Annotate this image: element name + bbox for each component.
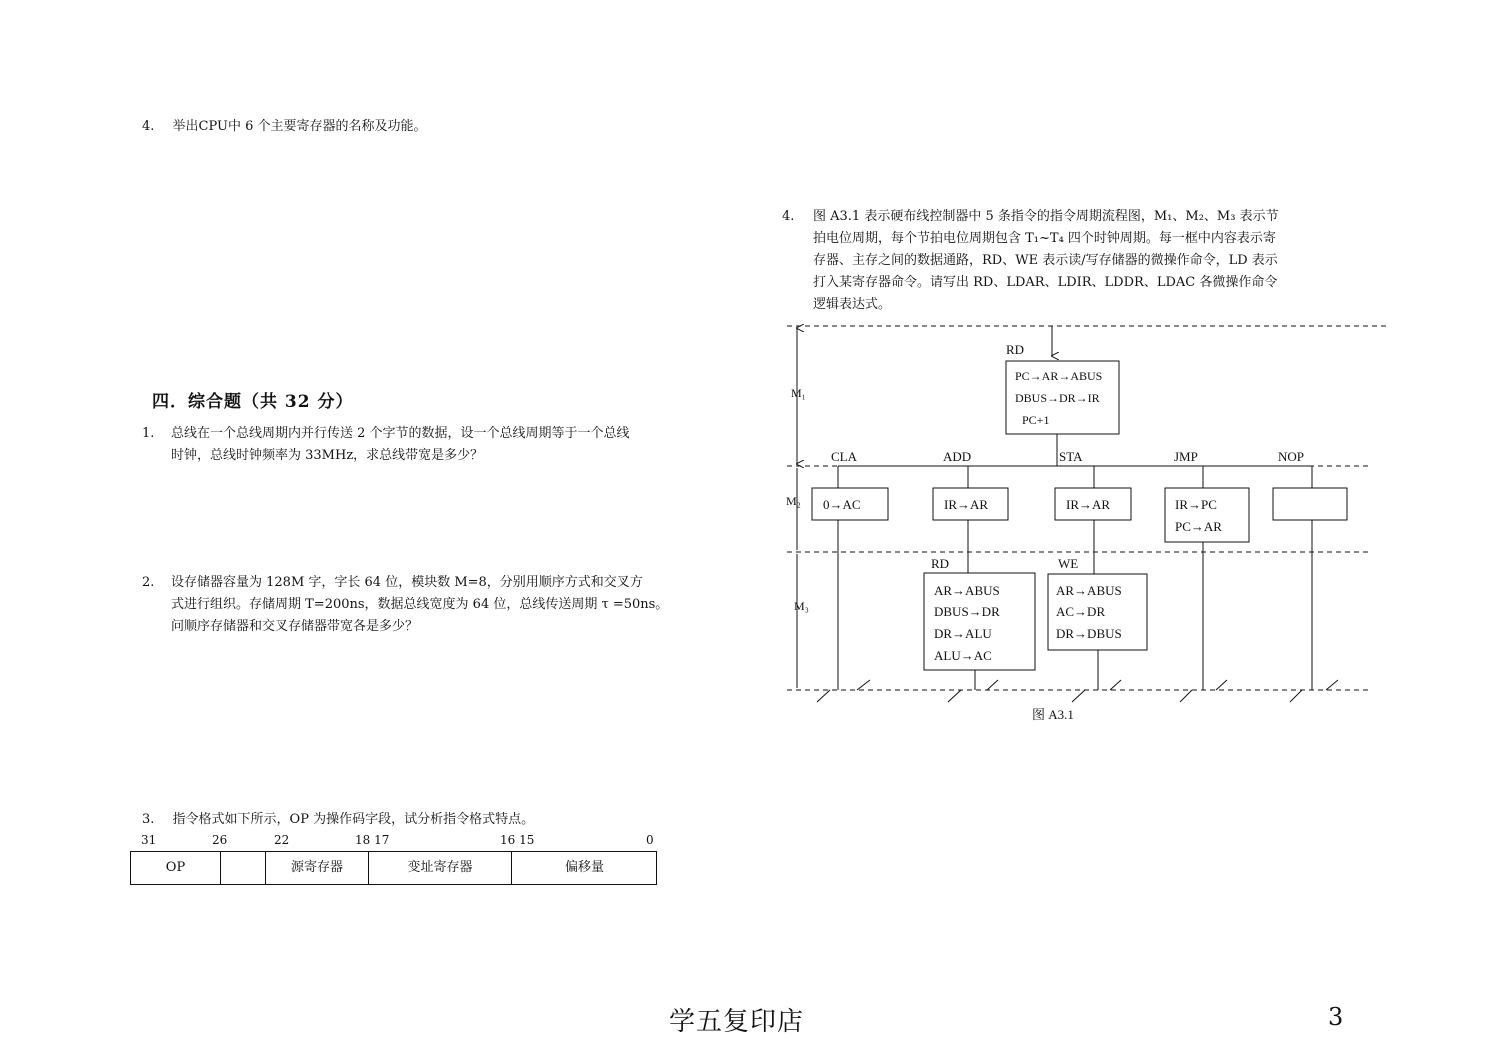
question-text-line: 存器、主存之间的数据通路，RD、WE 表示读/写存储器的微操作命令，LD 表示 [813,253,1278,268]
field-offset: 偏移量 [511,852,657,884]
fetch-line: PC→AR→ABUS [1015,369,1103,383]
field-source-register: 源寄存器 [265,852,368,884]
m3-box-text: AC→DR [1056,604,1106,619]
return-tick [1290,690,1302,702]
field-index-register: 变址寄存器 [368,852,511,884]
m2-box-text: IR→AR [1066,497,1111,512]
return-tick [987,680,998,690]
m2-box-text: IR→AR [944,497,989,512]
return-tick [857,680,870,690]
question-text-line: 问顺序存储器和交叉存储器带宽各是多少？ [171,619,419,634]
question-text-line: 逻辑表达式。 [813,297,892,312]
return-tick [948,690,961,702]
m2-box-nop [1273,488,1347,520]
section-title: 四．综合题（共 32 分） [152,392,354,412]
m3-box-text: AR→ABUS [1056,583,1122,598]
instruction-label-nop: NOP [1278,449,1305,464]
return-tick [817,690,830,702]
bit-label: 31 [141,833,157,847]
bit-label: 0 [646,833,654,847]
fetch-rd-label: RD [1006,342,1025,357]
return-tick [1216,680,1227,690]
question-number: 3. [142,812,155,827]
return-tick [1110,680,1121,690]
m3-box-text: AR→ABUS [934,583,1000,598]
question-text-line: 总线在一个总线周期内并行传送 2 个字节的数据，设一个总线周期等于一个总线 [171,426,630,441]
figure-caption: 图 A3.1 [1032,707,1074,722]
m2-box-text: IR→PC [1175,497,1217,512]
question-text-line: 拍电位周期，每个节拍电位周期包含 T₁~T₄ 四个时钟周期。每一框中内容表示寄 [813,231,1276,246]
bit-label: 16 15 [500,833,535,847]
m3-box-text: DBUS→DR [934,604,1000,619]
m2-box-text: PC→AR [1175,519,1222,534]
field-op: OP [165,860,186,875]
footer-shop-stamp: 学五复印店 [669,1007,805,1037]
instruction-label-sta: STA [1059,449,1083,464]
m3-box-text: DR→ALU [934,626,992,641]
page-number: 3 [1328,1003,1344,1031]
bit-label: 22 [274,833,290,847]
m3-rd-label: RD [931,556,950,571]
return-tick [1326,680,1338,690]
bit-label: 26 [212,833,228,847]
question-text-line: 时钟，总线时钟频率为 33MHz，求总线带宽是多少？ [171,448,484,463]
question-text: 指令格式如下所示，OP 为操作码字段，试分析指令格式特点。 [172,812,535,827]
phase-label-m3: M₃ [794,599,809,613]
return-tick [1072,690,1085,702]
m3-box-text: ALU→AC [934,648,992,663]
instruction-label-cla: CLA [831,449,857,464]
question-number: 4. [142,119,155,134]
m3-we-label: WE [1058,556,1079,571]
question-text-line: 打入某寄存器命令。请写出 RD、LDAR、LDIR、LDDR、LDAC 各微操作命令 [813,275,1278,290]
question-number: 2. [142,575,155,590]
fetch-line: DBUS→DR→IR [1015,391,1100,405]
fetch-line: PC+1 [1022,413,1050,427]
question-text-line: 式进行组织。存储周期 T=200ns，数据总线宽度为 64 位，总线传送周期 τ =50ns。 [171,597,669,612]
question-number: 4. [782,209,795,224]
instruction-label-add: ADD [943,449,972,464]
m2-box-text: 0→AC [823,497,861,512]
phase-label-m1: M₁ [791,386,806,400]
question-text: 举出CPU中 6 个主要寄存器的名称及功能。 [172,119,427,134]
phase-label-m2: M₂ [786,494,801,508]
m3-box-text: DR→DBUS [1056,626,1122,641]
question-number: 1. [142,426,155,441]
return-ticks [817,680,1338,702]
instruction-label-jmp: JMP [1174,449,1198,464]
bit-label: 18 17 [355,833,390,847]
return-tick [1180,690,1192,702]
question-text-line: 设存储器容量为 128M 字，字长 64 位，模块数 M=8，分别用顺序方式和交叉方 [171,575,643,590]
question-text-line: 图 A3.1 表示硬布线控制器中 5 条指令的指令周期流程图，M₁、M₂、M₃ 表示节 [813,209,1279,224]
